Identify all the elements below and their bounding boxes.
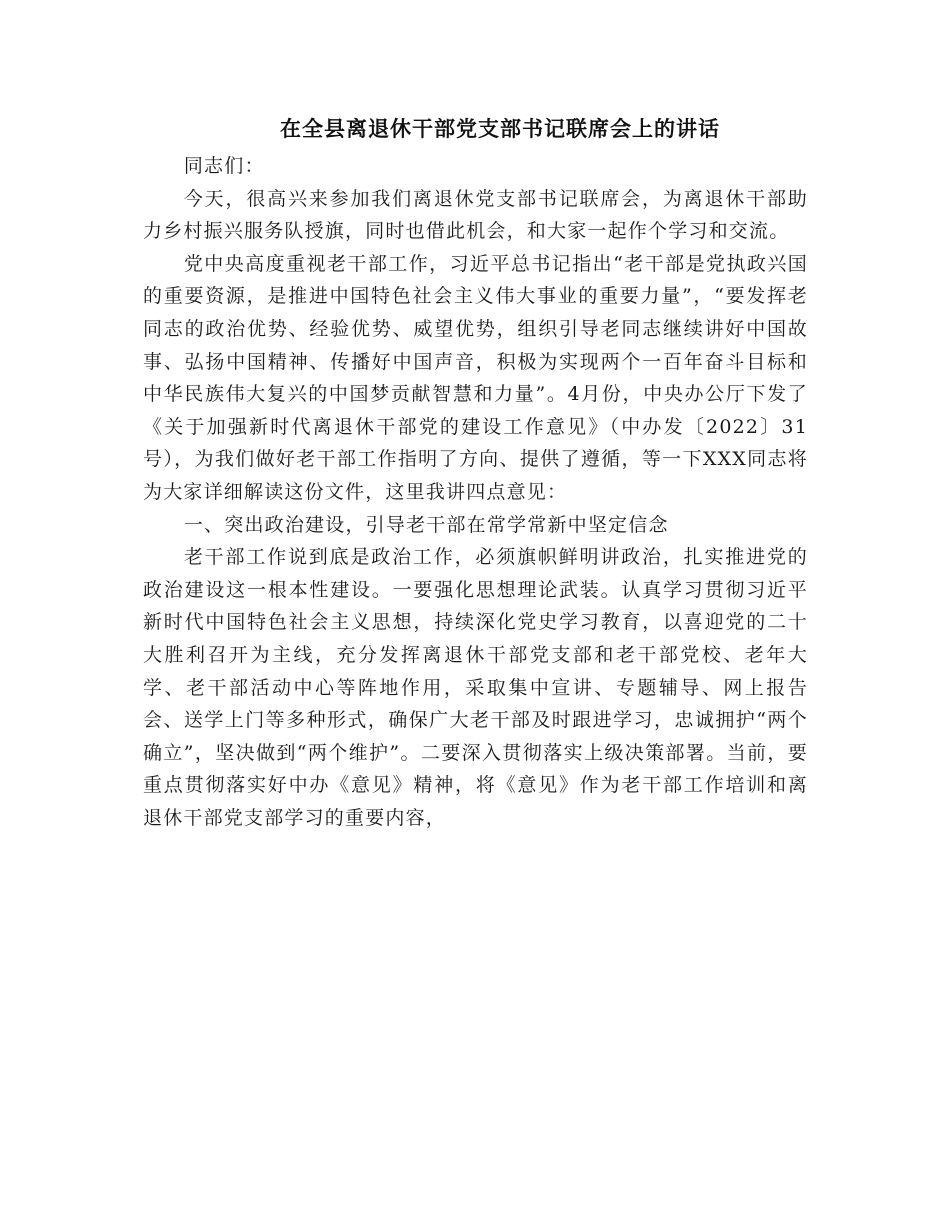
document-body <box>143 150 808 834</box>
paragraph-central-committee: 党中央高度重视老干部工作，习近平总书记指出“老干部是党执政兴国的重要资源，是推进中国特色社会主义伟大事业的重要力量”，“要发挥老同志的政治优势、经验优势、威望优势，组织引导老同志继续讲好中国故事、弘扬中国精神、传播好中国声音，积极为实现两个一百年奋斗目标和中华民族伟大复兴的中国梦贡献智慧和力量”。4月份，中央办公厅下发了《关于加强新时代离退休干部党的建设工作意见》（中办发〔2022〕31号），为我们做好老干部工作指明了方向、提供了遵循，等一下XXX同志将为大家详细解读这份文件，这里我讲四点意见： <box>143 252 808 503</box>
document-title: 在全县离退休干部党支部书记联席会上的讲话 <box>280 116 720 141</box>
section-heading-one: 一、突出政治建设，引导老干部在常学常新中坚定信念 <box>183 513 669 536</box>
salutation: 同志们： <box>183 155 265 177</box>
paragraph-political-building: 老干部工作说到底是政治工作，必须旗帜鲜明讲政治，扎实推进党的政治建设这一根本性建设。一要强化思想理论武装。认真学习贯彻习近平新时代中国特色社会主义思想，持续深化党史学习教育，以喜迎党的二十大胜利召开为主线，充分发挥离退休干部党支部和老干部党校、老年大学、老干部活动中心等阵地作用，采取集中宣讲、专题辅导、网上报告会、送学上门等多种形式，确保广大老干部及时跟进学习，忠诚拥护“两个确立”，坚决做到“两个维护”。二要深入贯彻落实上级决策部署。当前，要重点贯彻落实好中办《意见》精神，将《意见》作为老干部工作培训和离退休干部党支部学习的重要内容， <box>143 546 808 829</box>
paragraph-opening: 今天，很高兴来参加我们离退休党支部书记联席会，为离退休干部助力乡村振兴服务队授旗，同时也借此机会，和大家一起作个学习和交流。 <box>143 187 808 243</box>
